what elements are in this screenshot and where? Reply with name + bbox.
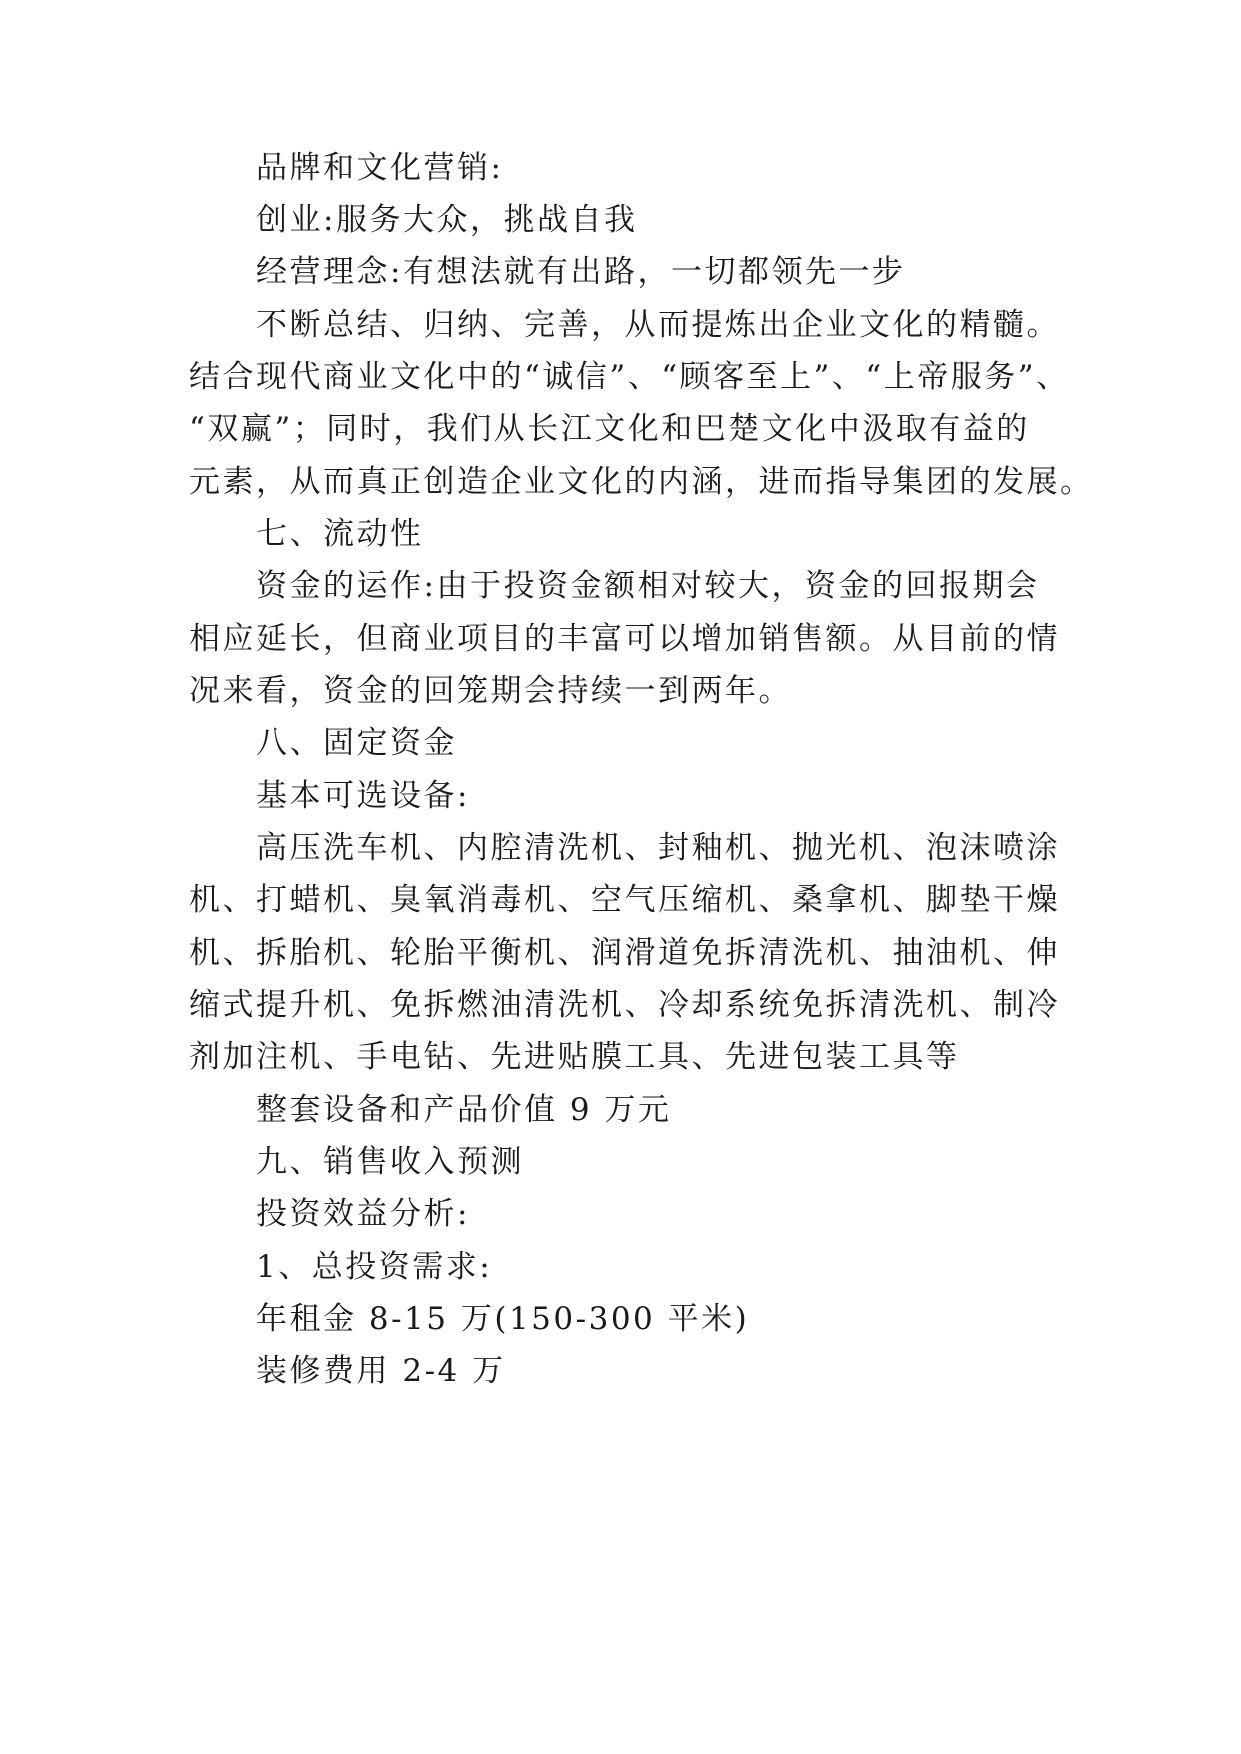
paragraph-business-philosophy: 经营理念:有想法就有出路，一切都领先一步 [256, 254, 906, 290]
paragraph-capital-line-1: 资金的运作:由于投资金额相对较大，资金的回报期会 [256, 568, 1040, 604]
paragraph-entrepreneurship: 创业:服务大众，挑战自我 [256, 202, 638, 238]
section-heading-fixed-capital: 八、固定资金 [256, 725, 457, 761]
paragraph-equipment-line-4: 缩式提升机、免拆燃油清洗机、冷却系统免拆清洗机、制冷 [189, 987, 1060, 1023]
section-heading-liquidity: 七、流动性 [256, 516, 424, 552]
paragraph-culture-line-4: 元素，从而真正创造企业文化的内涵，进而指导集团的发展。 [189, 464, 1094, 500]
heading-brand-culture-marketing: 品牌和文化营销: [256, 150, 504, 186]
item-decoration-cost: 装修费用 2-4 万 [256, 1353, 506, 1389]
label-investment-analysis: 投资效益分析: [256, 1196, 470, 1232]
paragraph-equipment-line-5: 剂加注机、手电钻、先进贴膜工具、先进包装工具等 [189, 1039, 960, 1075]
section-heading-sales-forecast: 九、销售收入预测 [256, 1144, 524, 1180]
label-total-investment: 1、总投资需求: [256, 1249, 493, 1285]
paragraph-culture-line-3: “双赢”；同时，我们从长江文化和巴楚文化中汲取有益的 [189, 411, 1030, 447]
paragraph-culture-line-1: 不断总结、归纳、完善，从而提炼出企业文化的精髓。 [256, 307, 1060, 343]
paragraph-equipment-line-3: 机、拆胎机、轮胎平衡机、润滑道免拆清洗机、抽油机、伸 [189, 935, 1060, 971]
label-basic-equipment: 基本可选设备: [256, 778, 470, 814]
paragraph-equipment-value: 整套设备和产品价值 9 万元 [256, 1092, 672, 1128]
paragraph-equipment-line-1: 高压洗车机、内腔清洗机、封釉机、抛光机、泡沫喷涂 [256, 830, 1060, 866]
paragraph-equipment-line-2: 机、打蜡机、臭氧消毒机、空气压缩机、桑拿机、脚垫干燥 [189, 882, 1060, 918]
item-annual-rent: 年租金 8-15 万(150-300 平米) [256, 1301, 750, 1337]
paragraph-culture-line-2: 结合现代商业文化中的“诚信”、“顾客至上”、“上帝服务”、 [189, 359, 1070, 395]
paragraph-capital-line-2: 相应延长，但商业项目的丰富可以增加销售额。从目前的情 [189, 621, 1060, 657]
paragraph-capital-line-3: 况来看，资金的回笼期会持续一到两年。 [189, 673, 792, 709]
